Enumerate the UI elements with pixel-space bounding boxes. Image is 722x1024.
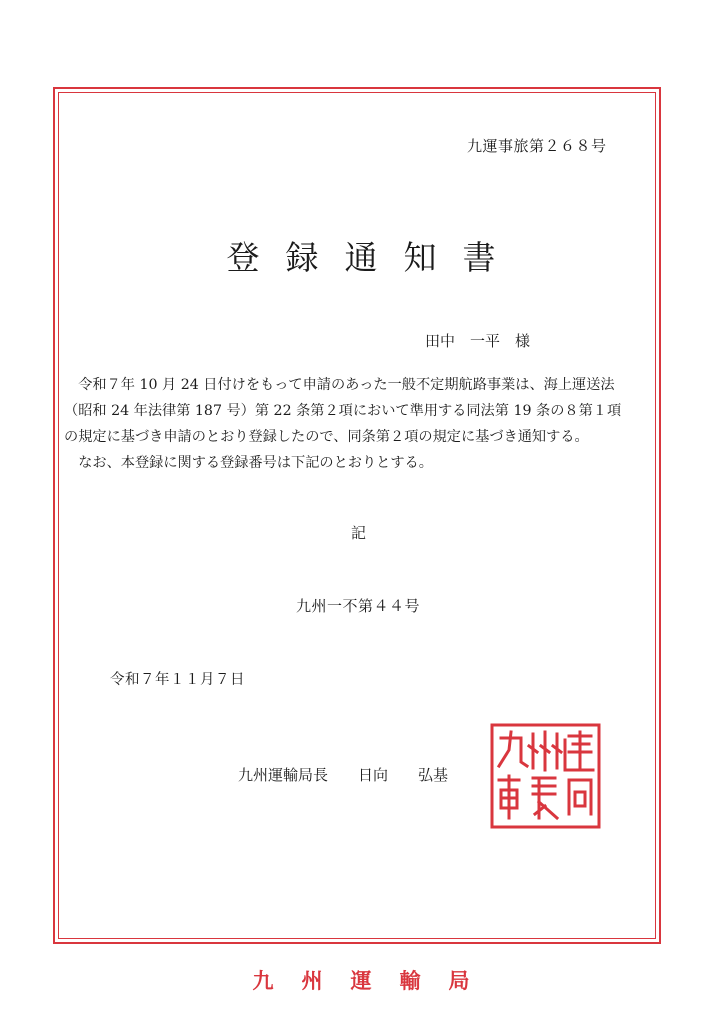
ki-marker: 記 — [351, 524, 367, 542]
footer-organization: 九州運輸局 — [252, 968, 498, 993]
document-number: 九運事旅第２６８号 — [467, 137, 607, 155]
issuer-name: 九州運輸局長 日向 弘基 — [238, 766, 449, 784]
body-line: （昭和 24 年法律第 187 号）第 22 条第２項において準用する同法第 19 条の８第１項 — [64, 403, 622, 419]
body-line: なお、本登録に関する登録番号は下記のとおりとする。 — [78, 455, 433, 471]
body-line: 令和７年 10 月 24 日付けをもって申請のあった一般不定期航路事業は、海上運送法 — [78, 377, 615, 393]
official-seal-icon — [489, 722, 602, 830]
registration-number: 九州一不第４４号 — [296, 597, 421, 615]
document-title: 登録通知書 — [226, 238, 522, 277]
body-line: の規定に基づき申請のとおり登録したので、同条第２項の規定に基づき通知する。 — [64, 429, 589, 445]
issue-date: 令和７年１１月７日 — [110, 672, 245, 688]
addressee: 田中 一平 様 — [425, 332, 531, 350]
body-text — [64, 372, 654, 476]
